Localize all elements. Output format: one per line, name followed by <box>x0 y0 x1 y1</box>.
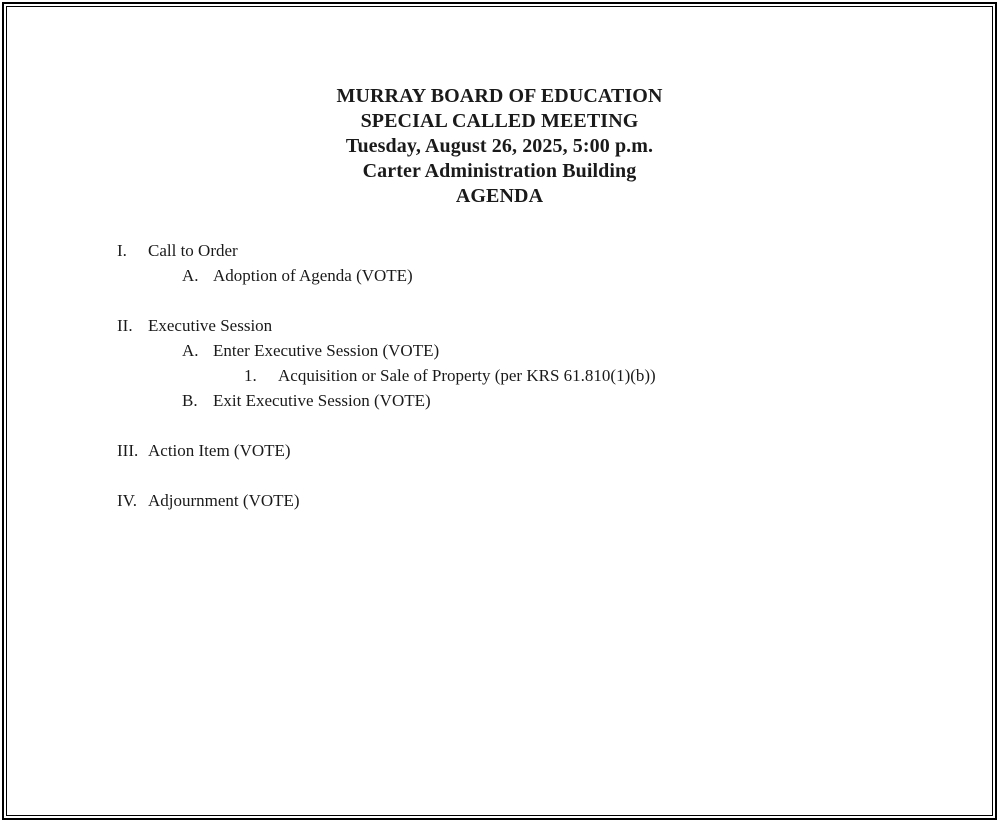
item-label: Call to Order <box>148 241 238 260</box>
item-numeral: III. <box>117 441 139 460</box>
item-numeral: II. <box>117 316 133 335</box>
item-label: Acquisition or Sale of Property (per KRS 61.810(1)(b)) <box>278 366 656 385</box>
item-label: Exit Executive Session (VOTE) <box>213 391 431 410</box>
agenda-list <box>0 238 999 513</box>
header-line-meeting-type: SPECIAL CALLED MEETING <box>360 110 639 132</box>
item-label: Executive Session <box>148 316 273 335</box>
meeting-header <box>0 84 999 209</box>
agenda-item-call-to-order <box>117 238 999 263</box>
agenda-item-adoption-of-agenda <box>182 263 999 288</box>
item-label: Adoption of Agenda (VOTE) <box>213 266 413 285</box>
header-line-agenda-title: AGENDA <box>455 185 544 207</box>
item-label: Enter Executive Session (VOTE) <box>213 341 440 360</box>
item-label: Adjournment (VOTE) <box>148 491 300 510</box>
agenda-item-enter-executive-session <box>182 338 999 363</box>
item-numeral: I. <box>117 241 127 260</box>
item-numeral: A. <box>182 266 199 285</box>
header-line-organization: MURRAY BOARD OF EDUCATION <box>336 85 663 107</box>
agenda-item-action-item <box>117 438 999 463</box>
agenda-item-adjournment <box>117 488 999 513</box>
header-line-datetime: Tuesday, August 26, 2025, 5:00 p.m. <box>345 135 654 157</box>
header-line-location: Carter Administration Building <box>362 160 637 182</box>
item-numeral: IV. <box>117 491 137 510</box>
agenda-item-acquisition-or-sale <box>244 363 999 388</box>
item-numeral: A. <box>182 341 199 360</box>
agenda-item-executive-session <box>117 313 999 338</box>
item-numeral: 1. <box>244 366 257 385</box>
item-label: Action Item (VOTE) <box>148 441 291 460</box>
item-numeral: B. <box>182 391 198 410</box>
agenda-item-exit-executive-session <box>182 388 999 413</box>
